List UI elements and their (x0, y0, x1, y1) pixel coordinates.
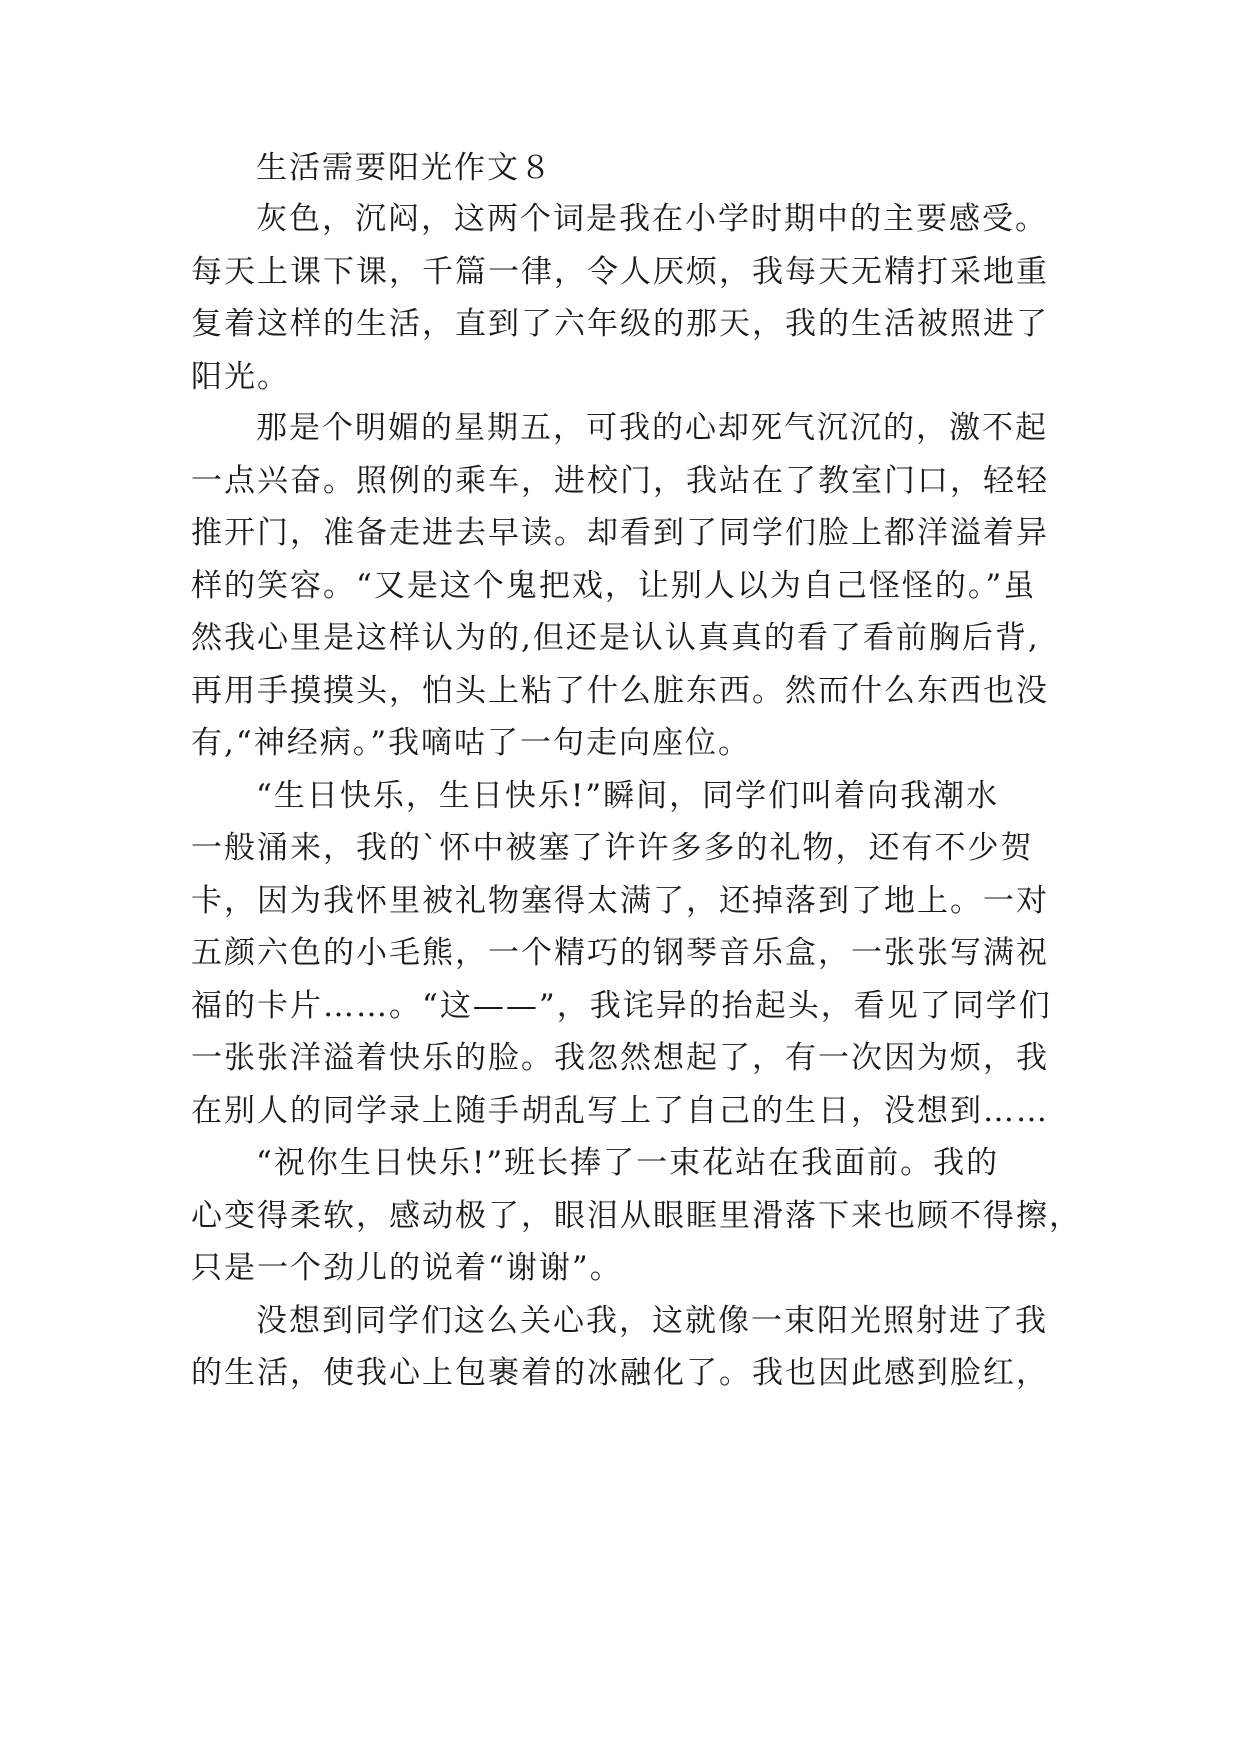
paragraph-line: 推开门，准备走进去早读。却看到了同学们脸上都洋溢着异 (191, 515, 1049, 551)
paragraph-line: 每天上课下课，千篇一律，令人厌烦，我每天无精打采地重 (191, 254, 1049, 290)
paragraph-line: 一张张洋溢着快乐的脸。我忽然想起了，有一次因为烦，我 (191, 1040, 1049, 1076)
document-title: 生活需要阳光作文８ (256, 150, 553, 186)
paragraph-line: 只是一个劲儿的说着“谢谢”。 (191, 1250, 623, 1286)
paragraph-line: 复着这样的生活，直到了六年级的那天，我的生活被照进了 (191, 306, 1049, 342)
paragraph-line: 然我心里是这样认为的,但还是认认真真的看了看前胸后背, (191, 620, 1040, 656)
paragraph-line: 在别人的同学录上随手胡乱写上了自己的生日，没想到…… (191, 1093, 1049, 1129)
paragraph-line: 那是个明媚的星期五，可我的心却死气沉沉的，激不起 (256, 410, 1048, 446)
paragraph-line: 阳光。 (191, 359, 290, 395)
paragraph-line: 没想到同学们这么关心我，这就像一束阳光照射进了我 (256, 1303, 1048, 1339)
paragraph-line: 福的卡片……。“这——”，我诧异的抬起头，看见了同学们 (191, 988, 1052, 1024)
paragraph-line: 心变得柔软，感动极了，眼泪从眼眶里滑落下来也顾不得擦， (191, 1198, 1082, 1234)
paragraph-line: 五颜六色的小毛熊，一个精巧的钢琴音乐盒，一张张写满祝 (191, 935, 1049, 971)
paragraph-line: 有,“神经病。”我嘀咕了一句走向座位。 (191, 725, 752, 761)
paragraph-line: 灰色，沉闷，这两个词是我在小学时期中的主要感受。 (256, 201, 1048, 237)
paragraph-line: 一点兴奋。照例的乘车，进校门，我站在了教室门口，轻轻 (191, 463, 1049, 499)
paragraph-line: “生日快乐，生日快乐!”瞬间，同学们叫着向我潮水 (256, 778, 1000, 814)
paragraph-line: “祝你生日快乐!”班长捧了一束花站在我面前。我的 (256, 1145, 1000, 1181)
paragraph-line: 卡，因为我怀里被礼物塞得太满了，还掉落到了地上。一对 (191, 883, 1049, 919)
paragraph-line: 再用手摸摸头，怕头上粘了什么脏东西。然而什么东西也没 (191, 673, 1049, 709)
paragraph-line: 样的笑容。“又是这个鬼把戏，让别人以为自己怪怪的。”虽 (191, 568, 1037, 604)
paragraph-line: 的生活，使我心上包裹着的冰融化了。我也因此感到脸红， (191, 1355, 1049, 1391)
paragraph-line: 一般涌来，我的`怀中被塞了许许多多的礼物，还有不少贺 (191, 830, 1034, 866)
